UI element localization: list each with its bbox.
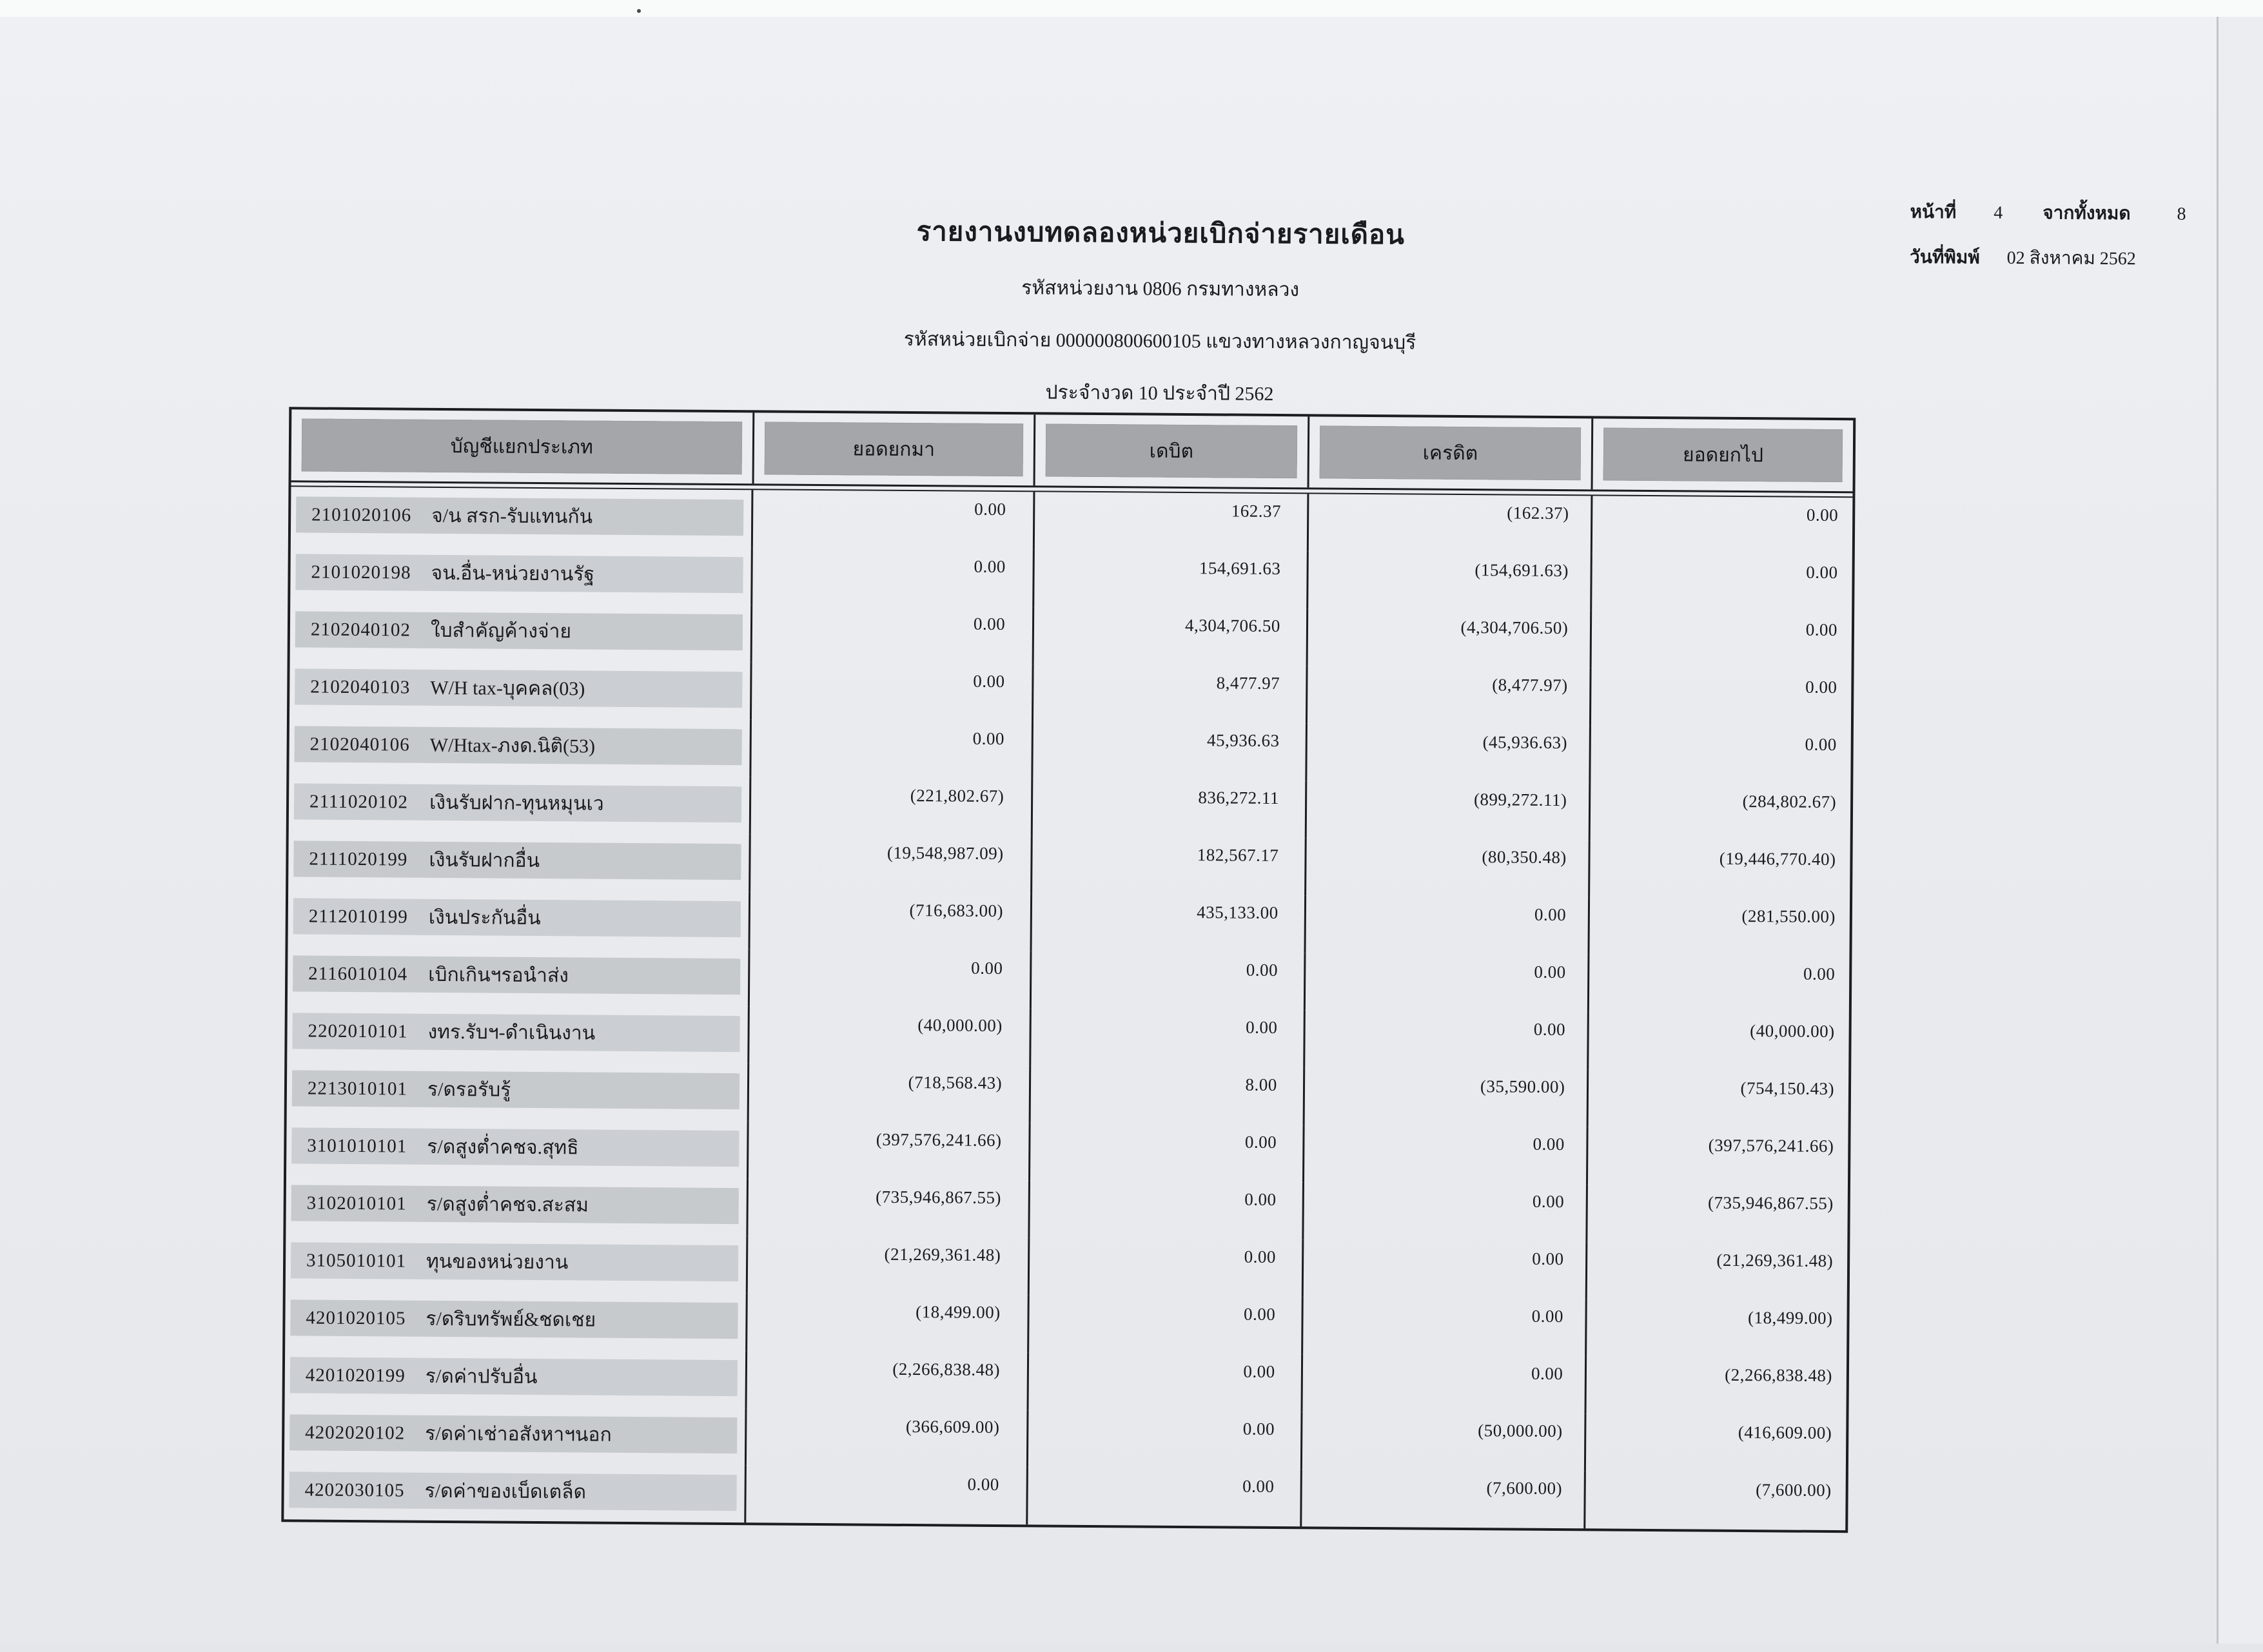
table-body (284, 487, 1852, 1530)
header-balance-forward-box: ยอดยกมา (764, 422, 1023, 476)
header-credit (1309, 416, 1593, 489)
credit-value: 0.00 (1306, 895, 1590, 955)
header-balance-carry (1593, 418, 1853, 491)
balance-carry-value: (284,802.67) (1742, 792, 1837, 812)
debit-value: 182,567.17 (1032, 836, 1306, 895)
table-row (286, 1232, 1848, 1301)
table-row (289, 659, 1852, 727)
account-band (295, 611, 743, 650)
table-row (287, 1060, 1849, 1129)
credit-value: (899,272.11) (1306, 781, 1591, 840)
account-code: 2102040106 (309, 734, 410, 755)
account-code: 2111020199 (309, 848, 408, 870)
page-info-block (1910, 198, 2233, 273)
debit-value: 162.37 (1035, 492, 1309, 551)
report-header (708, 209, 1612, 412)
account-cell (290, 544, 753, 605)
debit-value: 154,691.63 (1034, 549, 1308, 608)
debit-value: 836,272.11 (1033, 779, 1307, 838)
table-row (288, 831, 1850, 899)
debit-value: 0.00 (1030, 1238, 1304, 1297)
account-name: เงินรับฝากอื่น (429, 849, 540, 871)
account-cell (288, 946, 750, 1006)
account-code: 2102040102 (310, 619, 411, 641)
table-row (285, 1290, 1847, 1358)
table-row (289, 773, 1851, 842)
balance-forward-value: 0.00 (753, 490, 1035, 549)
credit-value: (45,936.63) (1307, 723, 1591, 782)
account-band (296, 496, 744, 536)
balance-carry-value: 0.00 (1803, 964, 1836, 984)
credit-value: 0.00 (1304, 1125, 1589, 1184)
account-name: จน.อื่น-หน่วยงานรัฐ (431, 562, 595, 585)
account-code: 3102010101 (306, 1192, 407, 1214)
account-cell (287, 1060, 750, 1121)
total-pages-label: จากทั้งหมด (2043, 203, 2131, 224)
credit-value: 0.00 (1303, 1297, 1587, 1356)
debit-value: 0.00 (1028, 1410, 1302, 1469)
account-code: 2101020106 (311, 504, 412, 526)
debit-value: 0.00 (1031, 1008, 1305, 1067)
print-date-line (1910, 243, 2232, 273)
account-band (290, 1299, 738, 1339)
balance-carry-value: (416,609.00) (1738, 1422, 1832, 1443)
balance-forward-value: (2,266,838.48) (747, 1350, 1029, 1410)
debit-value: 0.00 (1029, 1352, 1303, 1412)
balance-forward-value: (40,000.00) (750, 1006, 1032, 1065)
debit-value: 0.00 (1032, 951, 1306, 1010)
account-name: ร/ดสูงต่ำคชจ.สุทธิ (427, 1136, 579, 1158)
account-cell (289, 773, 752, 834)
balance-carry-value: 0.00 (1805, 619, 1838, 640)
account-cell (287, 1003, 750, 1064)
balance-forward-value: 0.00 (752, 662, 1034, 721)
account-code: 3105010101 (306, 1249, 407, 1272)
debit-value: 0.00 (1028, 1467, 1302, 1526)
table-row (286, 1118, 1848, 1186)
table-row (291, 487, 1853, 555)
account-name: ทุนของหน่วยงาน (426, 1250, 569, 1273)
balance-carry-value: (21,269,361.48) (1716, 1250, 1834, 1271)
debit-value: 4,304,706.50 (1034, 607, 1308, 666)
credit-value: 0.00 (1304, 1182, 1588, 1241)
account-cell (288, 831, 751, 891)
account-band (293, 841, 741, 880)
debit-value: 45,936.63 (1033, 721, 1307, 781)
account-cell (288, 888, 751, 949)
account-cell (286, 1232, 749, 1293)
account-band (294, 783, 742, 822)
balance-carry-value: (2,266,838.48) (1725, 1365, 1833, 1386)
account-name: ใบสำคัญค้างจ่าย (430, 619, 572, 642)
account-code: 2202010101 (308, 1020, 408, 1042)
account-cell (286, 1175, 749, 1236)
account-name: ร/ดค่าเช่าอสังหาฯนอก (425, 1423, 612, 1446)
table-header-row (291, 409, 1854, 493)
account-band (293, 898, 741, 937)
account-code: 2101020198 (311, 561, 411, 583)
balance-forward-value: (735,946,867.55) (749, 1178, 1030, 1238)
balance-forward-value: 0.00 (752, 719, 1034, 779)
account-name: ร/ดสูงต่ำคชจ.สะสม (426, 1193, 589, 1216)
table-row (284, 1404, 1847, 1473)
account-band (291, 1127, 740, 1167)
account-name: ร/ดค่าปรับอื่น (425, 1365, 538, 1388)
table-row (290, 544, 1852, 612)
debit-value: 0.00 (1029, 1295, 1303, 1354)
account-code: 2213010101 (307, 1077, 408, 1100)
balance-forward-value: 0.00 (750, 949, 1032, 1008)
account-name: เงินรับฝาก-ทุนหมุนเว (429, 792, 604, 815)
account-cell (289, 659, 752, 719)
header-account (291, 409, 754, 483)
table-row (289, 716, 1851, 784)
print-date: 02 สิงหาคม 2562 (2006, 248, 2136, 269)
balance-carry-value: (40,000.00) (1750, 1021, 1835, 1042)
account-name: ร/ดริบทรัพย์&ชดเชย (426, 1308, 596, 1331)
balance-carry-value: (19,446,770.40) (1719, 848, 1836, 870)
account-name: ร/ดรอรับรู้ (427, 1078, 511, 1101)
account-band (295, 726, 743, 765)
balance-carry-value: (281,550.00) (1741, 906, 1836, 927)
agency-code-line: รหัสหน่วยงาน 0806 กรมทางหลวง (1021, 277, 1300, 301)
credit-value: (7,600.00) (1302, 1469, 1586, 1528)
account-band (292, 1070, 740, 1109)
credit-value: 0.00 (1304, 1239, 1588, 1299)
account-band (290, 1357, 738, 1396)
account-cell (289, 716, 752, 777)
credit-value: 0.00 (1305, 1010, 1589, 1069)
header-balance-forward (754, 413, 1035, 485)
balance-carry-value: 0.00 (1806, 562, 1838, 583)
table-row (287, 1003, 1849, 1071)
debit-value: 0.00 (1030, 1123, 1304, 1182)
account-band (295, 554, 743, 593)
balance-forward-value: 0.00 (752, 605, 1034, 664)
balance-forward-value: 0.00 (753, 547, 1035, 607)
balance-carry-value: (397,576,241.66) (1708, 1135, 1834, 1156)
account-code: 2112010199 (308, 906, 408, 928)
debit-value: 435,133.00 (1032, 893, 1306, 953)
account-code: 2116010104 (308, 962, 408, 985)
account-name: W/Htax-ภงด.นิติ(53) (429, 734, 596, 757)
header-balance-carry-box: ยอดยกไป (1603, 428, 1843, 483)
page-number: 4 (1994, 202, 2003, 223)
account-code: 4201020199 (305, 1364, 406, 1386)
account-code: 3101010101 (307, 1134, 407, 1157)
disbursement-unit-line: รหัสหน่วยเบิกจ่าย 000000800600105 แขวงทางหลวงกาญจนบุรี (903, 328, 1416, 354)
debit-value: 0.00 (1030, 1180, 1304, 1239)
account-cell (286, 1118, 749, 1178)
credit-value: (50,000.00) (1302, 1412, 1587, 1471)
account-band (289, 1472, 737, 1511)
balance-forward-value: (366,609.00) (747, 1408, 1028, 1467)
balance-forward-value: (716,683.00) (750, 891, 1032, 951)
credit-value: 0.00 (1302, 1354, 1587, 1414)
page-label: หน้าที่ (1910, 202, 1957, 223)
account-cell (284, 1404, 747, 1465)
table-row (288, 946, 1850, 1014)
account-cell (284, 1462, 747, 1522)
header-debit-box: เดบิต (1046, 423, 1297, 478)
account-band (293, 955, 741, 995)
credit-value: (154,691.63) (1308, 551, 1592, 610)
page-number-line (1910, 198, 2232, 228)
account-band (295, 668, 743, 708)
table-row (284, 1462, 1846, 1530)
credit-value: (4,304,706.50) (1308, 608, 1592, 668)
account-code: 2102040103 (310, 676, 411, 698)
balance-forward-value: (18,499.00) (748, 1293, 1030, 1352)
account-band (291, 1185, 740, 1224)
debit-value: 8,477.97 (1034, 664, 1308, 723)
account-cell (291, 487, 754, 547)
balance-forward-value: 0.00 (747, 1465, 1028, 1524)
account-code: 2111020102 (309, 791, 409, 813)
account-code: 4201020105 (306, 1307, 406, 1329)
header-credit-box: เครดิต (1319, 425, 1581, 480)
account-cell (285, 1347, 748, 1408)
balance-carry-value: (754,150.43) (1740, 1078, 1835, 1099)
balance-carry-value: 0.00 (1806, 505, 1839, 525)
account-band (291, 1242, 739, 1281)
credit-value: (80,350.48) (1306, 838, 1591, 897)
balance-forward-value: (397,576,241.66) (749, 1121, 1031, 1180)
account-name: เบิกเกินฯรอนำส่ง (428, 964, 569, 986)
trial-balance-table (281, 407, 1856, 1533)
period-line: ประจำงวด 10 ประจำปี 2562 (1045, 382, 1274, 405)
credit-value: (8,477.97) (1308, 666, 1592, 725)
balance-forward-value: (21,269,361.48) (748, 1236, 1030, 1295)
account-cell (290, 601, 753, 662)
account-name: W/H tax-บุคคล(03) (430, 677, 585, 699)
total-pages: 8 (2177, 204, 2186, 224)
report-title: รายงานงบทดลองหน่วยเบิกจ่ายรายเดือน (916, 217, 1406, 251)
balance-carry-value: 0.00 (1805, 734, 1837, 755)
debit-value: 8.00 (1031, 1065, 1305, 1125)
balance-forward-value: (19,548,987.09) (751, 834, 1033, 893)
balance-forward-value: (718,568.43) (749, 1064, 1031, 1123)
header-account-box: บัญชีแยกประเภท (302, 418, 742, 474)
table-row (285, 1347, 1847, 1415)
account-band (289, 1414, 738, 1453)
account-band (292, 1013, 740, 1052)
print-date-label: วันที่พิมพ์ (1909, 247, 1980, 268)
account-name: จ/น สรก-รับแทนกัน (431, 505, 593, 528)
account-cell (285, 1290, 748, 1350)
balance-carry-value: (18,499.00) (1747, 1308, 1833, 1328)
credit-value: (162.37) (1309, 494, 1593, 553)
credit-value: 0.00 (1306, 953, 1590, 1012)
balance-carry-value: (7,600.00) (1756, 1480, 1832, 1501)
balance-carry-value: 0.00 (1805, 677, 1837, 697)
account-name: เงินประกันอื่น (428, 906, 541, 929)
account-code: 4202030105 (304, 1479, 405, 1501)
balance-forward-value: (221,802.67) (751, 777, 1033, 836)
account-name: งทร.รับฯ-ดำเนินงาน (427, 1021, 596, 1044)
table-row (290, 601, 1852, 670)
table-row (288, 888, 1850, 957)
table-row (286, 1175, 1848, 1243)
header-debit (1035, 414, 1309, 487)
balance-carry-value: (735,946,867.55) (1707, 1192, 1834, 1214)
credit-value: (35,590.00) (1304, 1067, 1589, 1127)
account-name: ร/ดค่าของเบ็ดเตล็ด (424, 1480, 587, 1503)
account-code: 4202020102 (305, 1421, 406, 1444)
